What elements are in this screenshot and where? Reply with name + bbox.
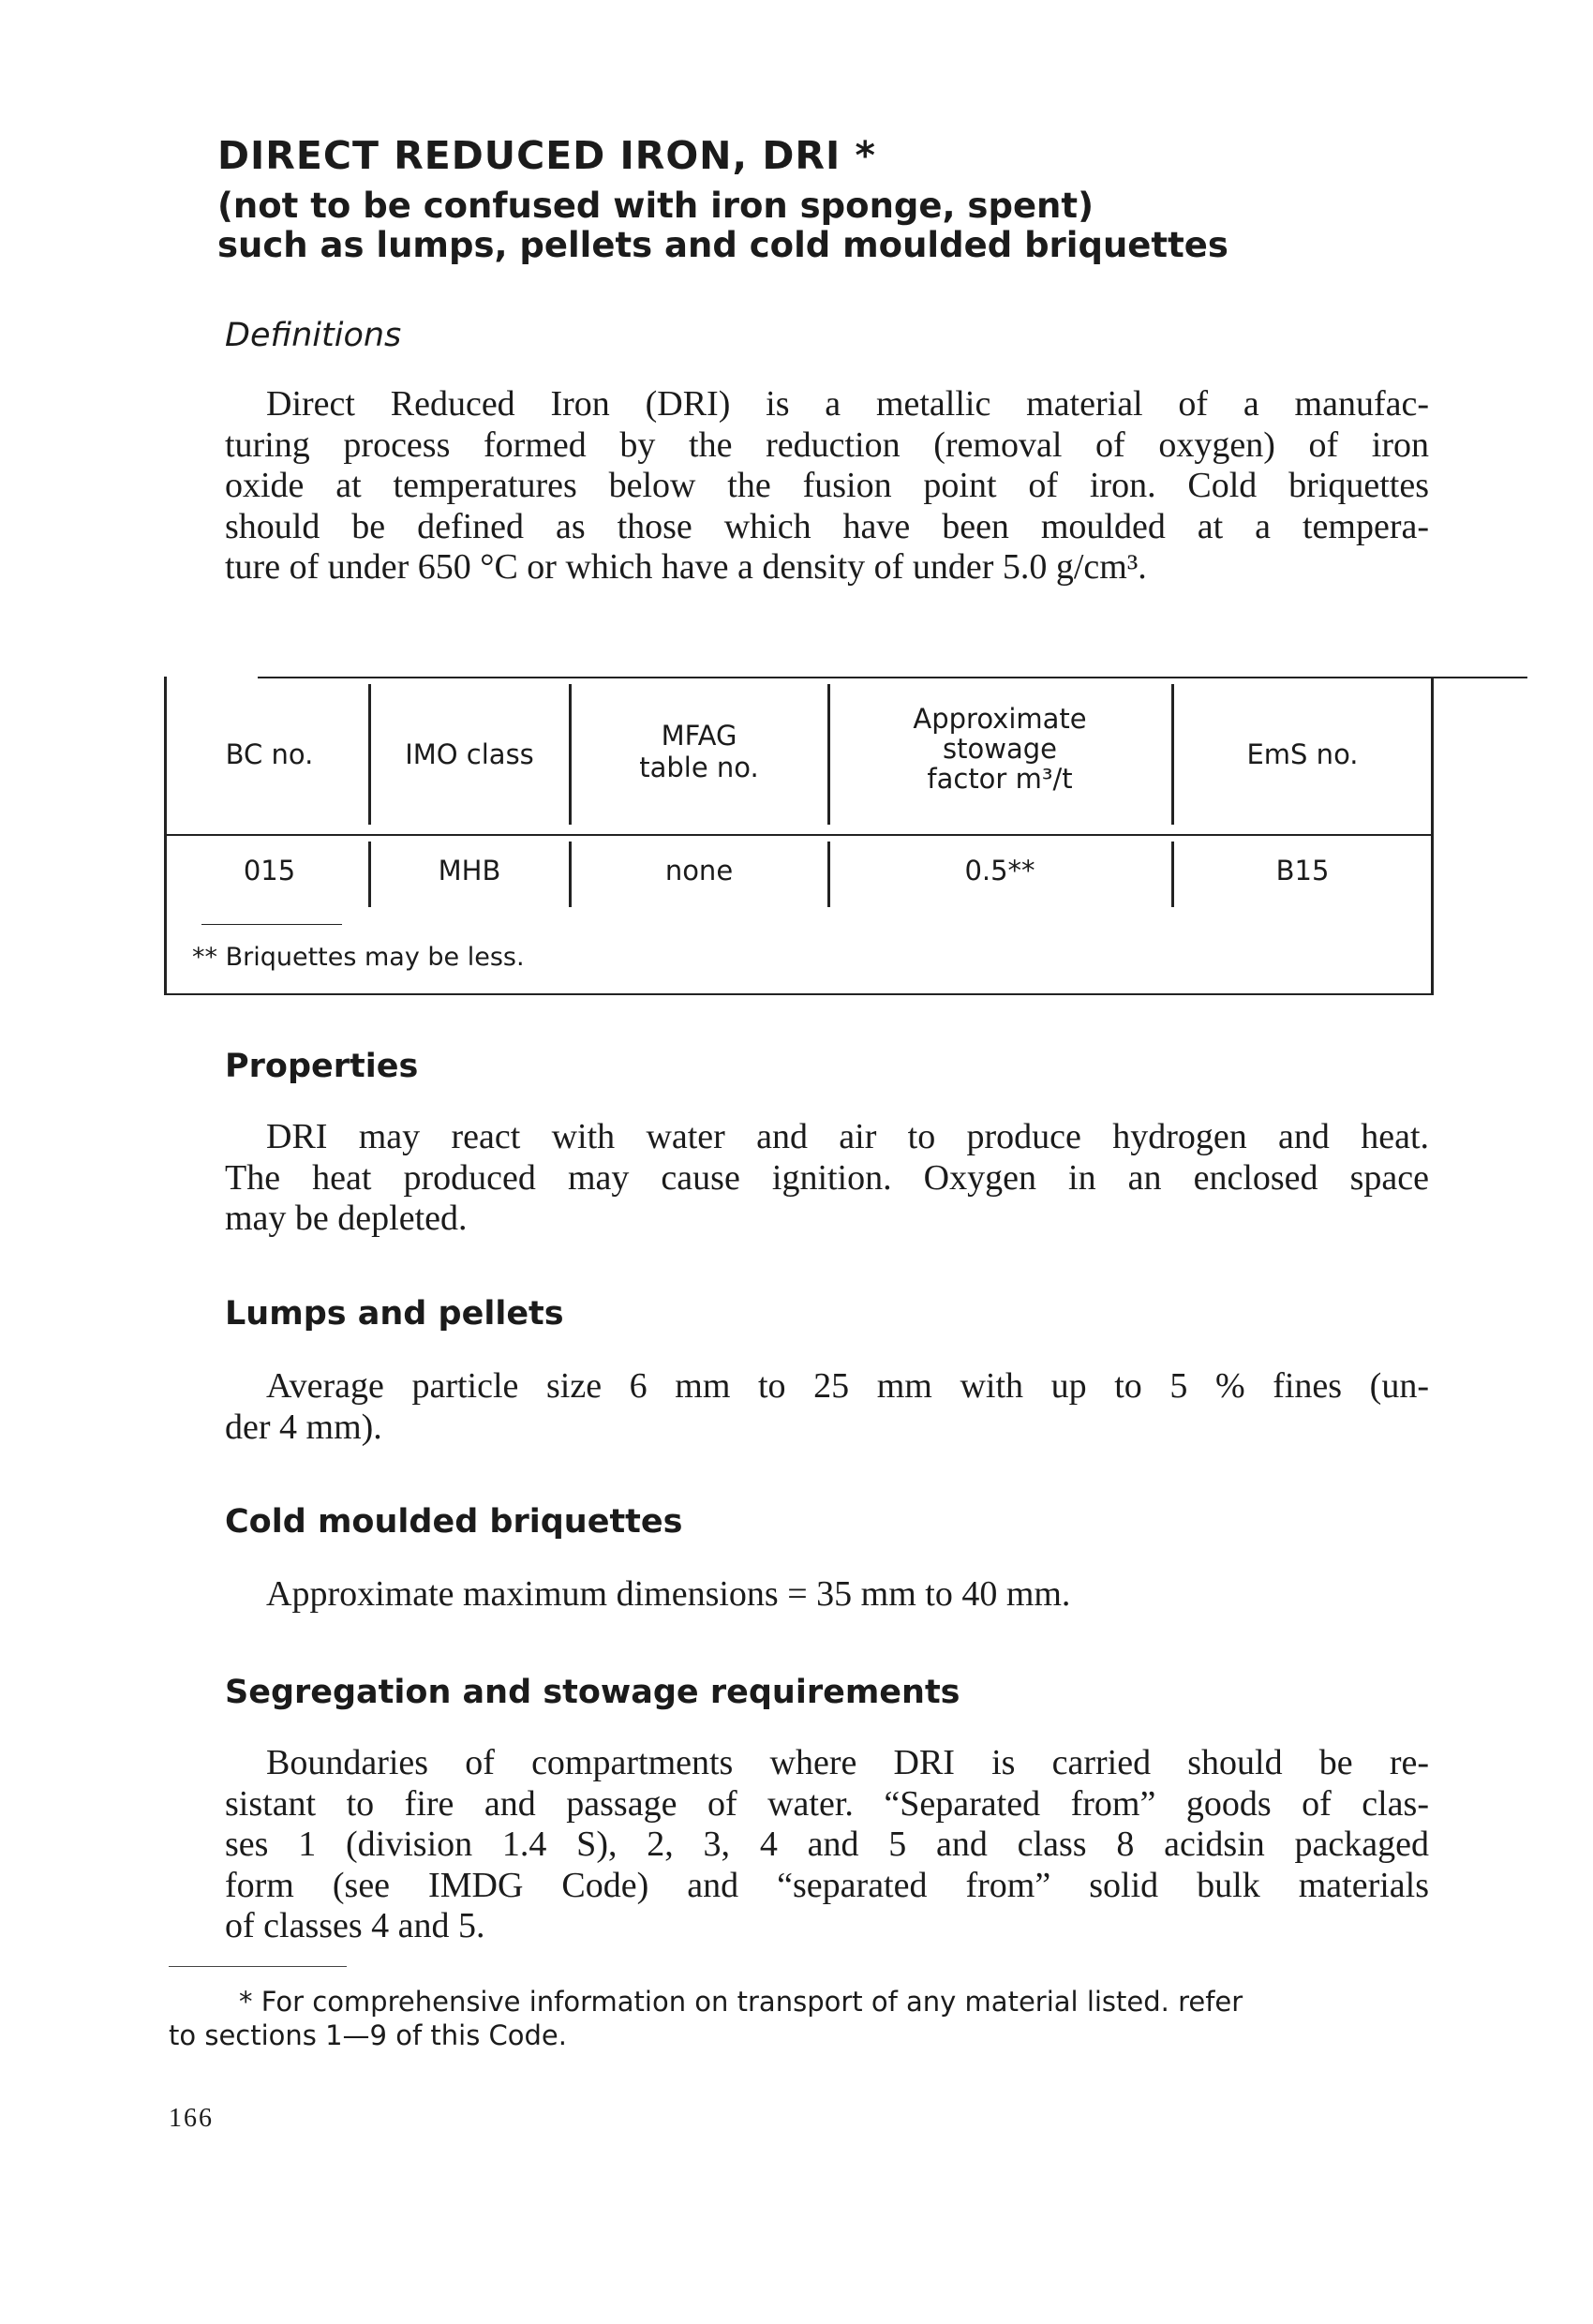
properties-heading: Properties [225,1048,419,1085]
paragraph-line: DRI may react with water and air to produce hydrogen and heat. [266,1117,1429,1156]
paragraph-line: The heat produced may cause ignition. Oxygen in an enclosed space [225,1157,1429,1198]
segregation-paragraph [225,1743,1429,1947]
header-stowage-line-3: factor m³/t [927,763,1073,795]
paragraph-line: should be defined as those which have been moulded at a tempera- [225,506,1429,546]
footnote-rule [169,1966,347,1967]
paragraph-line: turing process formed by the reduction (removal of oxygen) of iron [225,425,1429,465]
briquettes-heading: Cold moulded briquettes [225,1503,683,1541]
briquettes-paragraph [225,1574,1429,1616]
paragraph-line: form (see IMDG Code) and “separated from” solid bulk materials [225,1865,1429,1905]
table-footnote-rule [201,924,342,925]
column-divider [1171,684,1174,825]
header-stowage-line-2: stowage [943,733,1057,765]
paragraph-line: Average particle size 6 mm to 25 mm with up to 5 % fines (un- [266,1366,1429,1406]
cell-ems-no: B15 [1275,855,1330,886]
properties-paragraph [225,1117,1429,1240]
paragraph-line: sistant to fire and passage of water. “Separated from” goods of clas- [225,1783,1429,1824]
paragraph-line: Approximate maximum dimensions = 35 mm to 40 mm. [266,1574,1071,1614]
column-divider [368,684,371,825]
column-divider [569,842,572,907]
column-divider [827,842,830,907]
subtitle-scope: such as lumps, pellets and cold moulded briquettes [217,225,1228,265]
paragraph-line: Boundaries of compartments where DRI is carried should be re- [266,1743,1429,1782]
header-stowage-line-1: Approximate [913,703,1087,735]
column-divider [368,842,371,907]
subtitle-note: (not to be confused with iron sponge, spent) [217,186,1094,226]
header-imo-class: IMO class [405,738,534,770]
table-top-rule [258,677,1527,678]
page-footnote-line-1: * For comprehensive information on transport of any material listed. refer [239,1986,1243,2018]
header-mfag-line-1: MFAG [661,720,737,752]
paragraph-line: der 4 mm). [225,1407,382,1447]
column-divider [827,684,830,825]
table-right-border [1431,677,1434,995]
paragraph-line: ture of under 650 °C or which have a density of under 5.0 g/cm³. [225,547,1147,587]
page-title: DIRECT REDUCED IRON, DRI * [217,133,876,178]
cell-bc-no: 015 [243,855,296,886]
table-footnote: ** Briquettes may be less. [192,943,525,972]
paragraph-line: oxide at temperatures below the fusion point of iron. Cold briquettes [225,466,1429,505]
column-divider [569,684,572,825]
paragraph-line: ses 1 (division 1.4 S), 2, 3, 4 and 5 and class 8 acidsin packaged [225,1825,1429,1864]
segregation-heading: Segregation and stowage requirements [225,1674,960,1711]
page-number: 166 [169,2104,214,2133]
page-footnote-line-2: to sections 1—9 of this Code. [169,2019,567,2051]
definitions-paragraph [225,384,1429,588]
lumps-heading: Lumps and pellets [225,1295,564,1333]
table-header-rule [164,834,1434,836]
table-left-border [164,677,167,995]
header-bc-no: BC no. [225,738,314,770]
paragraph-line: of classes 4 and 5. [225,1906,485,1945]
header-mfag-line-2: table no. [639,752,759,783]
cargo-table [164,677,1434,995]
table-bottom-rule [164,993,1434,995]
column-divider [1171,842,1174,907]
cell-mfag: none [664,855,734,886]
paragraph-line: may be depleted. [225,1199,468,1238]
cell-imo-class: MHB [438,855,501,886]
definitions-heading: Definitions [225,317,402,354]
cell-stowage-factor: 0.5** [964,855,1035,886]
header-ems-no: EmS no. [1246,738,1359,770]
paragraph-line: Direct Reduced Iron (DRI) is a metallic material of a manufac- [266,384,1429,424]
lumps-paragraph [225,1366,1429,1448]
